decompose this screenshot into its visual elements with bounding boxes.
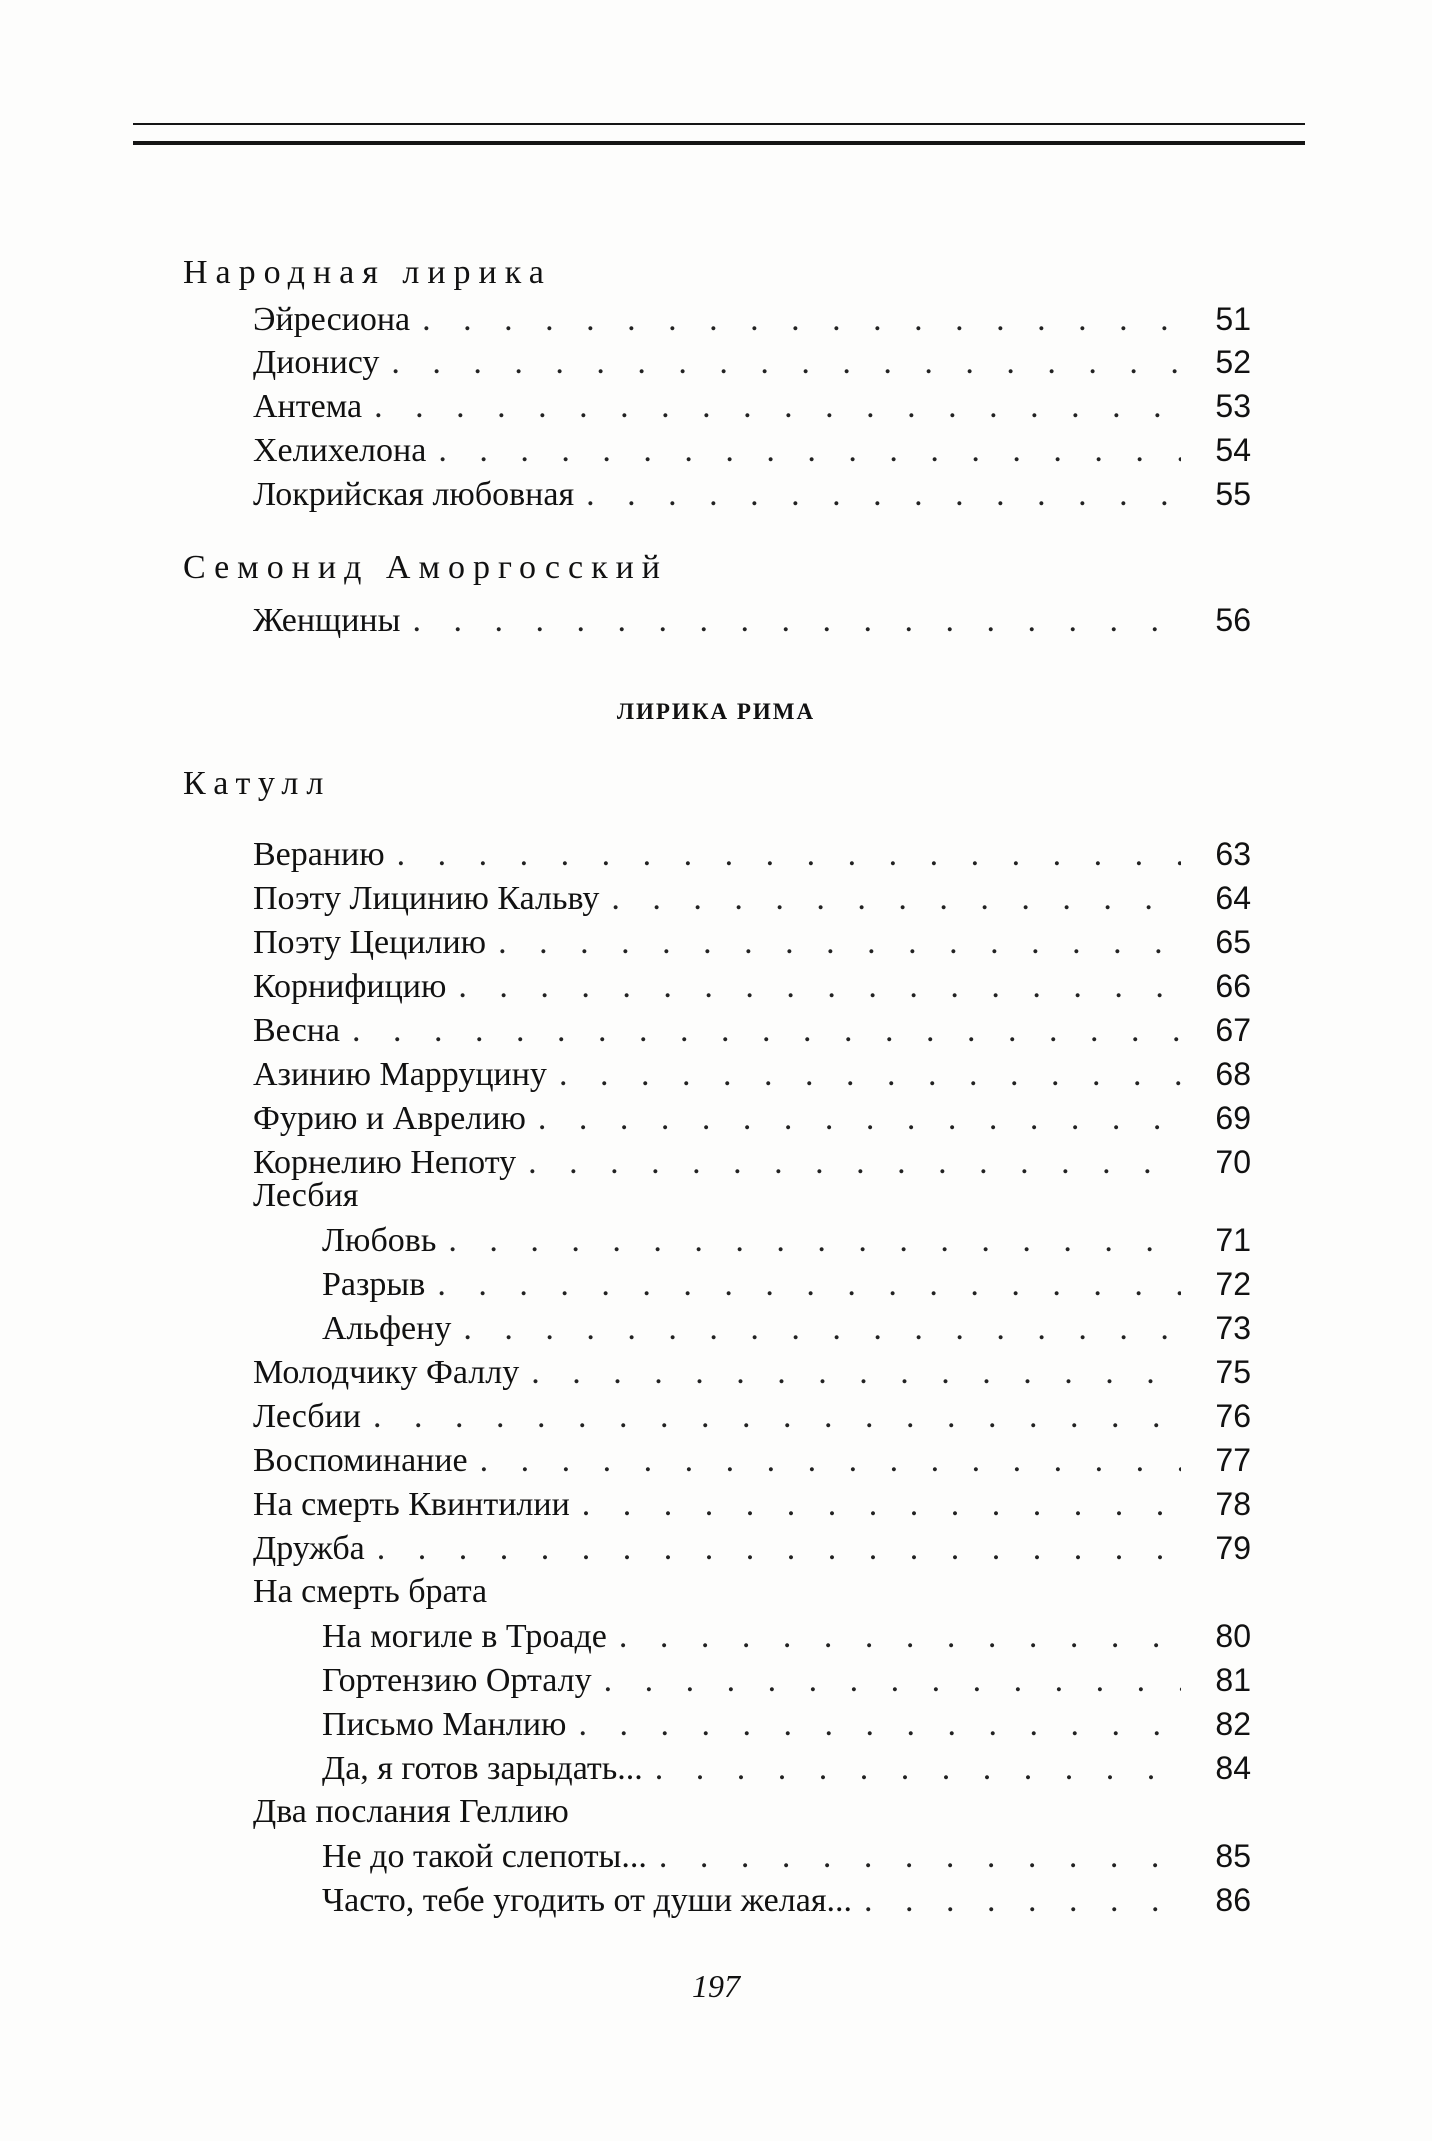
header-rule-thick [133,141,1305,145]
dot-leader [578,1705,1181,1745]
subheading-lesbia: Лесбия [253,1177,359,1214]
toc-entry-page: 80 [1215,1618,1251,1654]
toc-entry[interactable] [253,834,1251,874]
toc-entry-page: 79 [1215,1530,1251,1566]
section-heading-semonides: Семонид Аморгосский [183,549,668,586]
toc-entry[interactable] [322,1836,1251,1876]
toc-entry-page: 63 [1215,836,1251,872]
toc-entry-title: Гортензию Орталу [322,1662,592,1699]
toc-entry-page: 65 [1215,924,1251,960]
toc-entry[interactable] [253,430,1251,470]
dot-leader [659,1837,1181,1877]
dot-leader [397,835,1181,875]
toc-entry[interactable] [322,1880,1251,1920]
toc-entry-page: 54 [1215,432,1251,468]
toc-entry-title: Антема [253,388,363,425]
toc-entry[interactable] [322,1660,1251,1700]
subheading-brother: На смерть брата [253,1573,488,1610]
dot-leader [480,1441,1181,1481]
toc-entry-title: Фурию и Аврелию [253,1100,526,1137]
toc-entry[interactable] [322,1748,1251,1788]
dot-leader [412,601,1181,641]
toc-entry-title: Часто, тебе угодить от души желая... [322,1882,852,1919]
dot-leader [463,1309,1181,1349]
toc-entry-page: 52 [1215,344,1251,380]
toc-entry-title: На смерть Квинтилии [253,1486,570,1523]
toc-entry-page: 75 [1215,1354,1251,1390]
toc-entry-title: Разрыв [322,1266,426,1303]
toc-entry[interactable] [253,1484,1251,1524]
section-heading-catullus: Катулл [183,765,332,802]
toc-entry-page: 82 [1215,1706,1251,1742]
toc-entry-page: 53 [1215,388,1251,424]
toc-entry[interactable] [253,878,1251,918]
dot-leader [422,300,1181,340]
toc-entry-title: Хелихелона [253,432,427,469]
toc-entry-title: Эйресиона [253,301,411,338]
toc-entry-page: 84 [1215,1750,1251,1786]
dot-leader [377,1529,1181,1569]
toc-entry[interactable] [253,1440,1251,1480]
toc-entry-title: Молодчику Фаллу [253,1354,520,1391]
toc-entry[interactable] [322,1704,1251,1744]
toc-entry[interactable] [253,1054,1251,1094]
toc-entry-title: Корнелию Непоту [253,1144,517,1181]
toc-entry[interactable] [322,1308,1251,1348]
toc-entry[interactable] [253,1098,1251,1138]
toc-entry-title: Корнифицию [253,968,447,1005]
toc-entry[interactable] [253,966,1251,1006]
dot-leader [611,879,1181,919]
toc-entry[interactable] [253,1010,1251,1050]
toc-entry-page: 66 [1215,968,1251,1004]
toc-entry[interactable] [253,1142,1251,1182]
dot-leader [538,1099,1181,1139]
subheading-gellius: Два послания Геллию [253,1793,569,1830]
dot-leader [528,1143,1181,1183]
toc-entry-page: 72 [1215,1266,1251,1302]
toc-entry[interactable] [322,1616,1251,1656]
toc-entry-title: Лесбии [253,1398,361,1435]
toc-entry-page: 67 [1215,1012,1251,1048]
toc-entry-title: Азинию Марруцину [253,1056,547,1093]
toc-entry[interactable] [253,600,1251,640]
toc-entry-page: 51 [1215,301,1251,337]
toc-entry-page: 81 [1215,1662,1251,1698]
toc-entry[interactable] [253,386,1251,426]
toc-entry-page: 78 [1215,1486,1251,1522]
dot-leader [559,1055,1181,1095]
toc-entry[interactable] [253,922,1251,962]
toc-entry[interactable] [253,1352,1251,1392]
toc-entry[interactable] [253,474,1251,514]
dot-leader [498,923,1181,963]
toc-entry-title: Любовь [322,1222,437,1259]
toc-entry-page: 70 [1215,1144,1251,1180]
toc-entry-page: 71 [1215,1222,1251,1258]
toc-entry[interactable] [322,1220,1251,1260]
dot-leader [582,1485,1181,1525]
toc-entry[interactable] [253,342,1251,382]
toc-entry-page: 73 [1215,1310,1251,1346]
toc-entry-title: Веранию [253,836,385,873]
toc-entry[interactable] [253,1528,1251,1568]
toc-entry-title: Дионису [253,344,380,381]
toc-entry[interactable] [253,1396,1251,1436]
toc-entry-title: Весна [253,1012,340,1049]
toc-entry-page: 77 [1215,1442,1251,1478]
toc-entry-page: 85 [1215,1838,1251,1874]
dot-leader [655,1749,1181,1789]
dot-leader [619,1617,1181,1657]
toc-entry[interactable] [322,1264,1251,1304]
section-title-roman-lyrics: ЛИРИКА РИМА [616,699,816,724]
dot-leader [352,1011,1181,1051]
toc-entry-title: Да, я готов зарыдать... [322,1750,643,1787]
toc-entry-title: Письмо Манлию [322,1706,567,1743]
dot-leader [391,343,1181,383]
dot-leader [448,1221,1181,1261]
section-heading-folk-lyrics: Народная лирика [183,254,552,291]
toc-entry-page: 55 [1215,476,1251,512]
dot-leader [531,1353,1181,1393]
dot-leader [373,1397,1181,1437]
toc-entry-title: Альфену [322,1310,452,1347]
toc-entry-title: Локрийская любовная [253,476,575,513]
toc-entry-title: Дружба [253,1530,365,1567]
toc-entry-title: Не до такой слепоты... [322,1838,647,1875]
toc-entry-page: 76 [1215,1398,1251,1434]
header-rule-thin [133,123,1305,125]
toc-entry[interactable] [253,299,1251,339]
toc-entry-title: Воспоминание [253,1442,468,1479]
dot-leader [374,387,1181,427]
toc-entry-page: 56 [1215,602,1251,638]
dot-leader [438,431,1181,471]
dot-leader [604,1661,1181,1701]
dot-leader [586,475,1181,515]
toc-entry-page: 86 [1215,1882,1251,1918]
toc-entry-title: Поэту Цецилию [253,924,487,961]
toc-entry-title: Поэту Лицинию Кальву [253,880,600,917]
toc-entry-page: 68 [1215,1056,1251,1092]
dot-leader [864,1881,1181,1921]
toc-entry-page: 64 [1215,880,1251,916]
dot-leader [458,967,1181,1007]
toc-entry-title: На могиле в Троаде [322,1618,607,1655]
toc-entry-title: Женщины [253,602,401,639]
toc-entry-page: 69 [1215,1100,1251,1136]
dot-leader [437,1265,1181,1305]
page-number: 197 [692,1968,740,2004]
